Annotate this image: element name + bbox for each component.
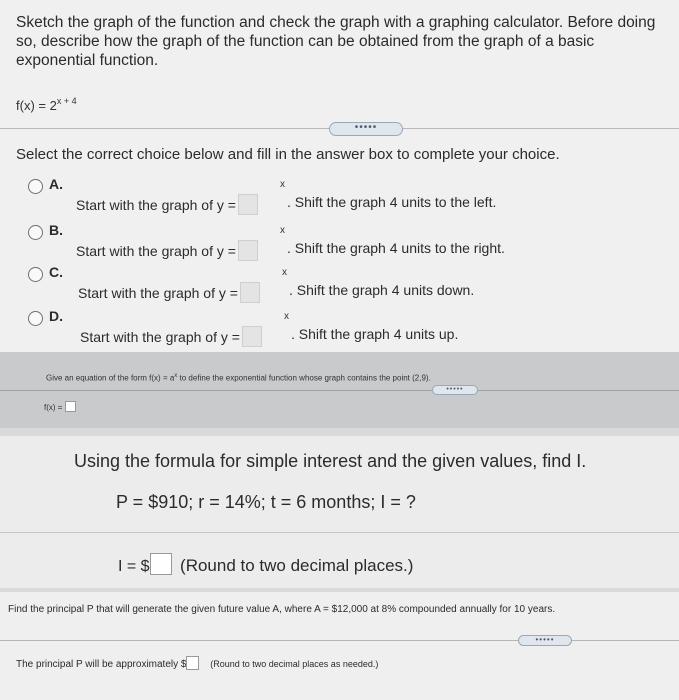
- question-text: Find the principal P that will generate the given future value A, where A = $12,000 at 8% compounded annually for 10 years.: [8, 604, 556, 615]
- answer-box[interactable]: [238, 194, 258, 215]
- choice-suffix: . Shift the graph 4 units up.: [291, 326, 459, 342]
- radio-button[interactable]: [28, 311, 43, 326]
- expand-button[interactable]: •••••: [329, 122, 403, 136]
- problem-panel-exponential-equation: [0, 352, 679, 428]
- given-values: P = $910; r = 14%; t = 6 months; I = ?: [116, 492, 416, 512]
- choice-d[interactable]: [28, 308, 648, 345]
- answer-row: [118, 553, 413, 576]
- choice-prefix: Start with the graph of y =: [76, 240, 258, 261]
- exponent-label: x: [280, 225, 285, 236]
- exponent-label: x: [282, 267, 287, 278]
- radio-button[interactable]: [28, 267, 43, 282]
- radio-button[interactable]: [28, 179, 43, 194]
- choice-suffix: . Shift the graph 4 units to the left.: [287, 194, 497, 210]
- answer-label: f(x) =: [44, 403, 63, 412]
- answer-row: [44, 401, 76, 412]
- exponent-label: x: [280, 179, 285, 190]
- divider: [0, 640, 679, 641]
- radio-button[interactable]: [28, 225, 43, 240]
- question-text: Sketch the graph of the function and check the graph with a graphing calculator. Before doing so, describe how the graph of the function can be obtained from the graph of a basic exponential function.: [16, 14, 656, 69]
- question-text: Give an equation of the form $f(x) = a^x$ to define the exponential function whose graph contains the point (2,9).: [46, 373, 431, 383]
- choice-suffix: . Shift the graph 4 units to the right.: [287, 240, 505, 256]
- answer-hint: (Round to two decimal places.): [180, 556, 414, 575]
- answer-box[interactable]: [242, 326, 262, 347]
- answer-box[interactable]: [186, 656, 199, 670]
- answer-hint: (Round to two decimal places as needed.): [210, 659, 379, 669]
- divider: [0, 532, 679, 533]
- choice-c[interactable]: [28, 264, 648, 301]
- choice-label: D.: [49, 308, 63, 324]
- instruction-text: Select the correct choice below and fill in the answer box to complete your choice.: [16, 146, 560, 163]
- choice-label: B.: [49, 222, 63, 238]
- answer-label: I = $: [118, 558, 150, 575]
- divider: [0, 390, 679, 391]
- exponent-label: x: [284, 311, 289, 322]
- choice-suffix: . Shift the graph 4 units down.: [289, 282, 475, 298]
- choice-prefix: Start with the graph of y =: [76, 194, 258, 215]
- function-base: f(x) = 2: [16, 98, 57, 113]
- choice-label: C.: [49, 264, 63, 280]
- choice-prefix: Start with the graph of y =: [80, 326, 262, 347]
- answer-box[interactable]: [65, 401, 76, 412]
- question-exponent: x: [174, 373, 178, 379]
- expand-button[interactable]: •••••: [432, 385, 478, 395]
- answer-box[interactable]: [238, 240, 258, 261]
- answer-row: [16, 656, 378, 670]
- function-expression: [16, 96, 77, 113]
- choice-label: A.: [49, 176, 63, 192]
- question-text: Using the formula for simple interest and the given values, find I.: [74, 451, 587, 471]
- function-exponent: x + 4: [56, 96, 77, 106]
- answer-label: The principal P will be approximately $: [16, 659, 187, 670]
- problem-panel-simple-interest: [0, 436, 679, 588]
- choice-prefix: Start with the graph of y =: [78, 282, 260, 303]
- expand-button[interactable]: •••••: [518, 635, 572, 646]
- choice-a[interactable]: [28, 176, 648, 213]
- answer-box[interactable]: [150, 553, 172, 575]
- problem-panel-principal: [0, 592, 679, 700]
- choice-b[interactable]: [28, 222, 648, 259]
- answer-box[interactable]: [240, 282, 260, 303]
